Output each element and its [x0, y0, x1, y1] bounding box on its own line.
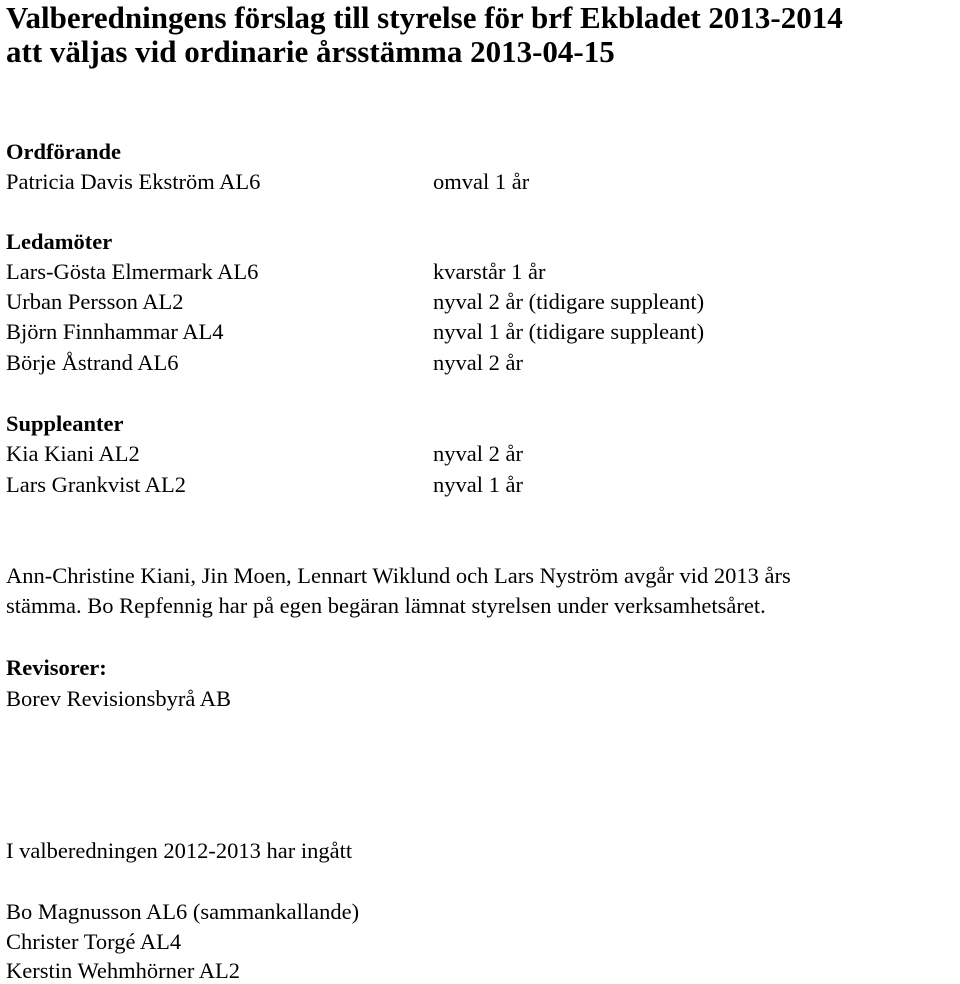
member-name: Lars-Gösta Elmermark AL6 [6, 259, 259, 284]
section-heading-ledamoter: Ledamöter [6, 229, 113, 254]
member-status: nyval 1 år (tidigare suppleant) [433, 319, 705, 344]
section-heading-suppleanter: Suppleanter [6, 411, 124, 436]
member-status: nyval 2 år [433, 441, 523, 466]
member-status: kvarstår 1 år [433, 259, 546, 284]
member-name: Börje Åstrand AL6 [6, 350, 179, 375]
document-title-line-1: Valberedningens förslag till styrelse för brf Ekbladet 2013-2014 [6, 0, 843, 35]
member-status: nyval 2 år (tidigare suppleant) [433, 289, 705, 314]
member-name: Urban Persson AL2 [6, 289, 184, 314]
member-status: omval 1 år [433, 169, 530, 194]
member-name: Björn Finnhammar AL4 [6, 319, 224, 344]
committee-member: Christer Torgé AL4 [6, 929, 182, 954]
member-name: Patricia Davis Ekström AL6 [6, 169, 261, 194]
committee-member: Bo Magnusson AL6 (sammankallande) [6, 899, 360, 924]
auditor-name: Borev Revisionsbyrå AB [6, 686, 231, 711]
committee-member: Kerstin Wehmhörner AL2 [6, 958, 240, 983]
section-heading-revisorer: Revisorer: [6, 655, 107, 680]
nominating-committee-intro: I valberedningen 2012-2013 har ingått [6, 838, 353, 863]
note-line-2: stämma. Bo Repfennig har på egen begäran lämnat styrelsen under verksamhetsåret. [6, 593, 766, 618]
note-line-1: Ann-Christine Kiani, Jin Moen, Lennart Wiklund och Lars Nyström avgår vid 2013 års [6, 563, 791, 588]
member-status: nyval 2 år [433, 350, 523, 375]
document-title-line-2: att väljas vid ordinarie årsstämma 2013-04-15 [6, 34, 615, 69]
section-heading-ordforande: Ordförande [6, 139, 121, 164]
member-name: Kia Kiani AL2 [6, 441, 140, 466]
member-status: nyval 1 år [433, 472, 523, 497]
member-name: Lars Grankvist AL2 [6, 472, 186, 497]
